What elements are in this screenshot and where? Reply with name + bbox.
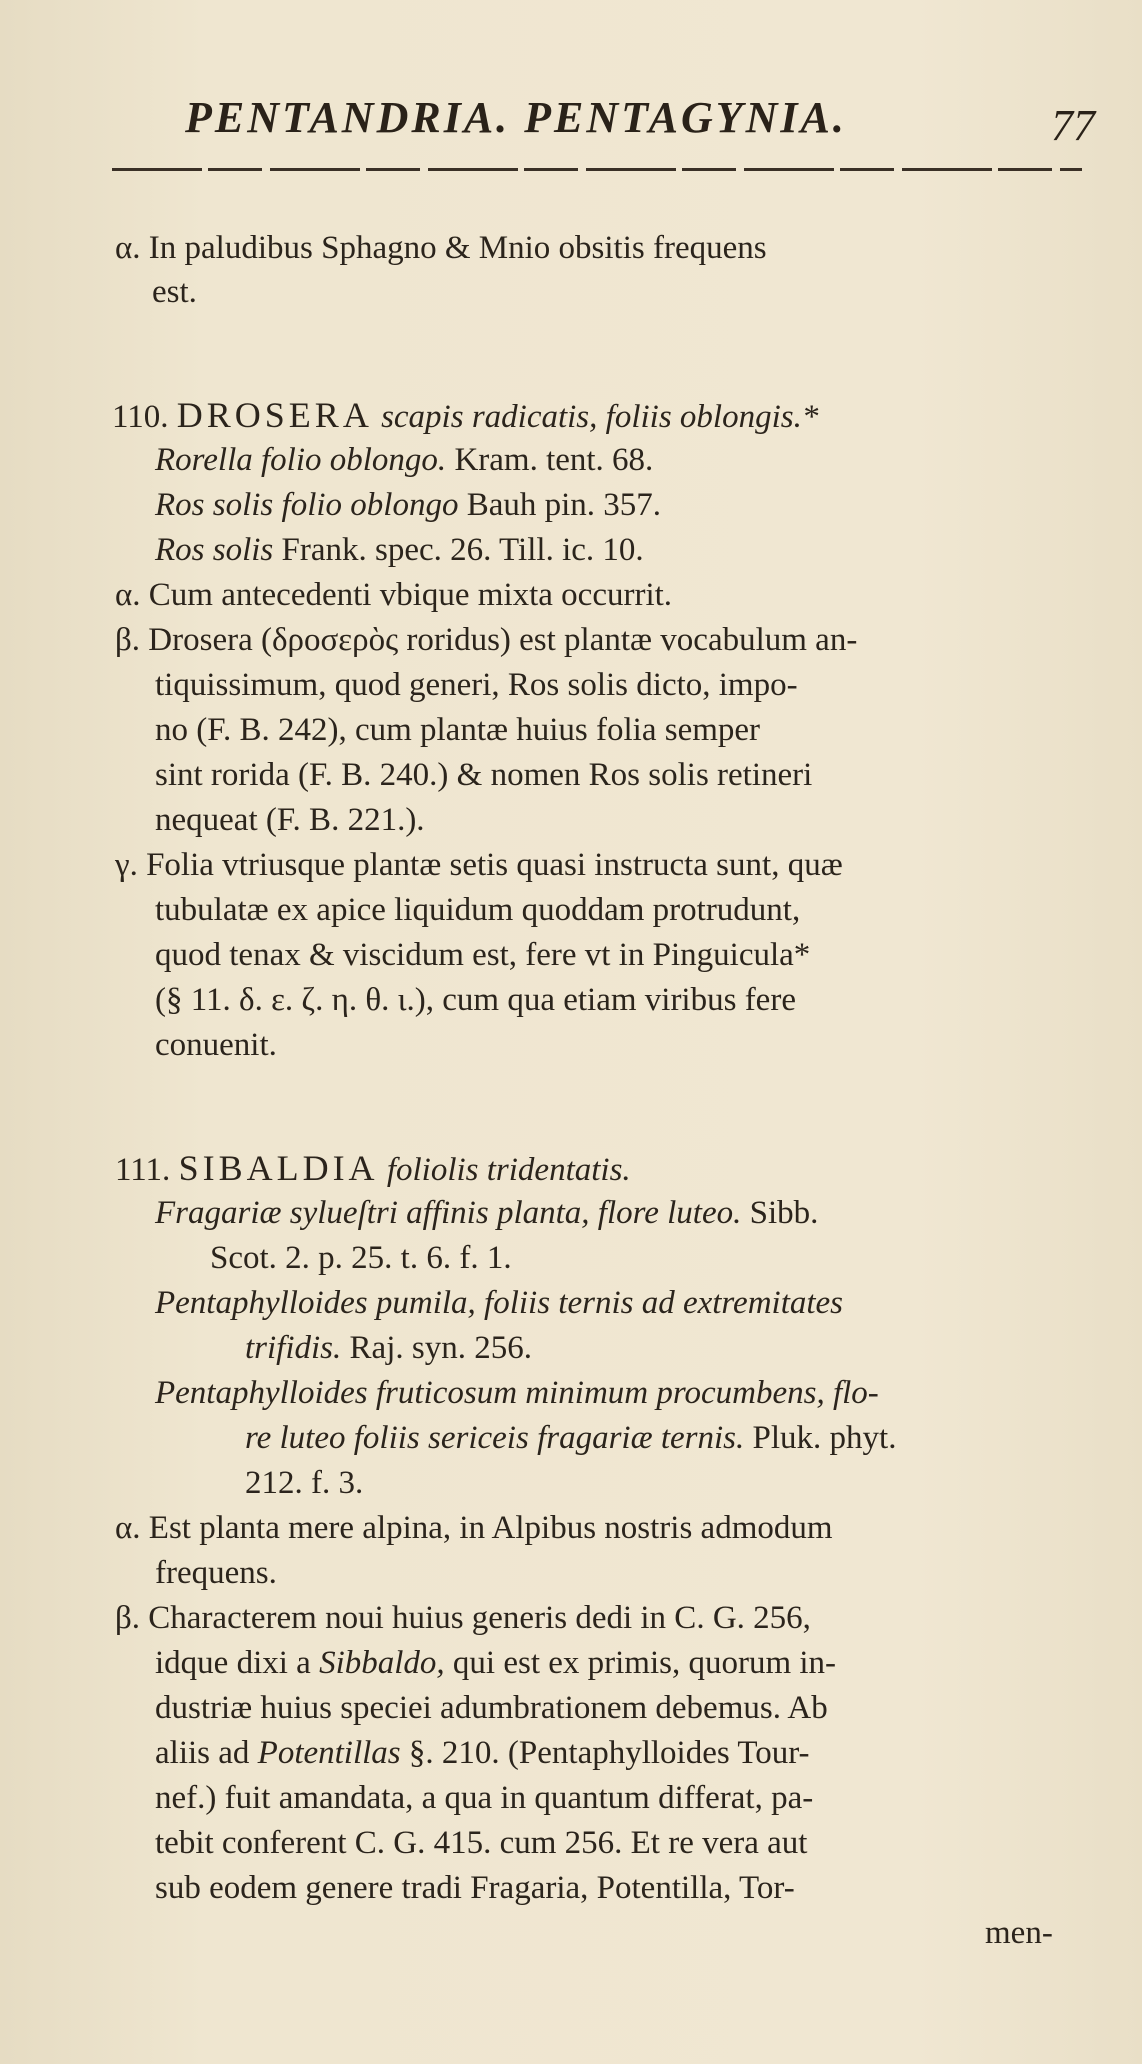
text-span: §. 210. (Pentaphylloides Tour- (408, 1735, 810, 1771)
text-line: (§ 11. δ. ε. ζ. η. θ. ι.), cum qua etiam viribus fere (155, 982, 796, 1018)
text-line: α. Est planta mere alpina, in Alpibus nostris admodum (115, 1510, 833, 1546)
text-line: sub eodem genere tradi Fragaria, Potentilla, Tor- (155, 1870, 795, 1906)
synonym-name: Fragariæ sylueſtri affinis planta, flore luteo. (155, 1195, 742, 1231)
synonym-ref: Bauh pin. 357. (466, 487, 662, 523)
synonym-ref: Pluk. phyt. (752, 1420, 897, 1456)
text-line: dustriæ huius speciei adumbrationem debemus. Ab (155, 1690, 828, 1726)
species-heading-sibaldia (115, 1148, 631, 1190)
text-line: α. Cum antecedenti vbique mixta occurrit. (115, 577, 673, 613)
species-number: 110. (112, 399, 169, 435)
text-line: α. In paludibus Sphagno & Mnio obsitis frequens (115, 230, 767, 266)
synonym-name: Ros solis (155, 532, 274, 568)
text-line: est. (152, 274, 197, 310)
synonym-line (155, 530, 644, 570)
page-header (185, 92, 1105, 152)
synonym-name: Ros solis folio oblongo (155, 487, 459, 523)
text-line: Scot. 2. p. 25. t. 6. f. 1. (210, 1240, 512, 1276)
text-line: β. Drosera (δροσερὸς roridus) est plantæ vocabulum an- (115, 622, 858, 658)
text-line: tiquissimum, quod generi, Ros solis dicto, impo- (155, 667, 798, 703)
text-line: nequeat (F. B. 221.). (155, 802, 425, 838)
running-title: PENTANDRIA. PENTAGYNIA. (185, 93, 847, 142)
text-line: tebit conferent C. G. 415. cum 256. Et re vera aut (155, 1825, 808, 1861)
synonym-line (155, 1193, 818, 1233)
text-line: no (F. B. 242), cum plantæ huius folia semper (155, 712, 761, 748)
text-line: conuenit. (155, 1027, 277, 1063)
header-rule (112, 168, 1082, 171)
synonym-line (155, 485, 661, 525)
text-span: qui est ex primis, quorum in- (452, 1645, 837, 1681)
text-line: nef.) fuit amandata, a qua in quantum differat, pa- (155, 1780, 814, 1816)
text-span: idque dixi a (155, 1645, 311, 1681)
text-line: tubulatæ ex apice liquidum quoddam protrudunt, (155, 892, 801, 928)
species-heading-drosera (112, 395, 818, 437)
text-span: Sibbaldo, (319, 1645, 445, 1681)
genus-name: DROSERA (176, 395, 373, 435)
text-line: γ. Folia vtriusque plantæ setis quasi instructa sunt, quæ (115, 847, 843, 883)
text-line: 212. f. 3. (245, 1465, 364, 1501)
text-line (155, 1733, 810, 1773)
text-span: aliis ad (155, 1735, 250, 1771)
species-diagnosis: scapis radicatis, foliis oblongis.* (381, 399, 819, 435)
text-line: frequens. (155, 1555, 277, 1591)
synonym-name: Pentaphylloides pumila, foliis ternis ad extremitates (155, 1285, 844, 1321)
text-line: sint rorida (F. B. 240.) & nomen Ros solis retineri (155, 757, 813, 793)
synonym-name: Pentaphylloides fruticosum minimum procumbens, flo- (155, 1375, 879, 1411)
synonym-name: trifidis. (245, 1330, 342, 1366)
text-line (155, 1643, 836, 1683)
synonym-ref: Kram. tent. 68. (454, 442, 654, 478)
species-number: 111. (115, 1152, 171, 1188)
text-line: quod tenax & viscidum est, fere vt in Pinguicula* (155, 937, 811, 973)
synonym-ref: Raj. syn. 256. (349, 1330, 532, 1366)
text-line: β. Characterem noui huius generis dedi in C. G. 256, (115, 1600, 811, 1636)
catchword: men- (985, 1915, 1053, 1951)
synonym-line (245, 1418, 896, 1458)
text-span: Potentillas (257, 1735, 401, 1771)
synonym-line (245, 1328, 532, 1368)
synonym-ref: Frank. spec. 26. Till. ic. 10. (281, 532, 644, 568)
synonym-ref: Sibb. (749, 1195, 819, 1231)
genus-name: SIBALDIA (178, 1148, 379, 1188)
page-number: 77 (1051, 101, 1095, 150)
synonym-line (155, 440, 653, 480)
species-diagnosis: foliolis tridentatis. (386, 1152, 631, 1188)
synonym-name: Rorella folio oblongo. (155, 442, 447, 478)
synonym-name: re luteo foliis sericeis fragariæ ternis. (245, 1420, 745, 1456)
